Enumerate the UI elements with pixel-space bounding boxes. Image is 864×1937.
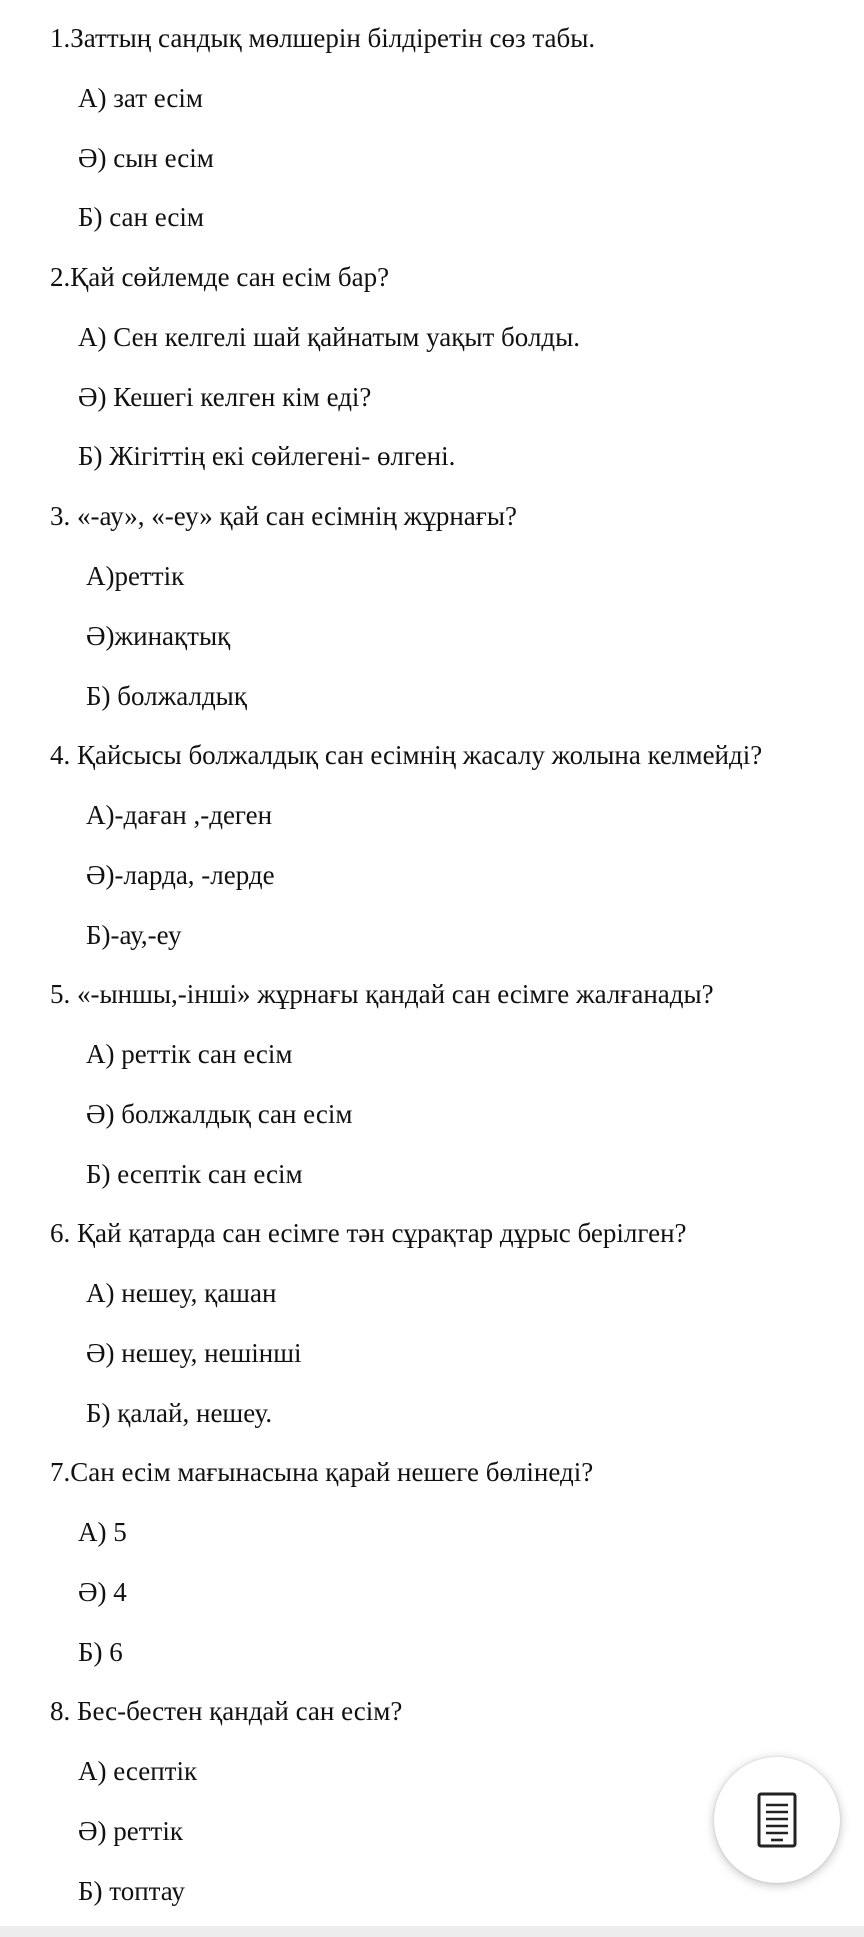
question-8-text: 8. Бес-бестен қандай сан есім? [50,1696,403,1726]
question-2-text: 2.Қай сөйлемде сан есім бар? [50,262,390,292]
question-3-text: 3. «-ау», «-еу» қай сан есімнің жұрнағы? [50,501,517,531]
question-2-option-b: Б) Жігіттің екі сөйлегені- өлгені. [78,441,456,471]
question-5-option-b: Б) есептік сан есім [86,1159,303,1189]
question-6-text: 6. Қай қатарда сан есімге тән сұрақтар дұрыс берілген? [50,1218,687,1248]
question-2-option-a: А) Сен келгелі шай қайнатым уақыт болды. [78,322,581,352]
question-6-option-ae: Ә) нешеу, нешінші [86,1338,302,1368]
question-5-text: 5. «-ыншы,-інші» жұрнағы қандай сан есімге жалғанады? [50,979,714,1009]
question-8-option-b: Б) топтау [78,1876,185,1906]
question-5-option-a: А) реттік сан есім [86,1039,293,1069]
question-7-option-a: А) 5 [78,1517,127,1547]
question-4-option-a: А)-даған ,-деген [86,800,273,830]
bottom-bar [0,1926,864,1937]
question-1-option-a: А) зат есім [78,83,203,113]
question-7-option-b: Б) 6 [78,1637,123,1667]
question-1-option-b: Б) сан есім [78,202,204,232]
question-2-option-ae: Ә) Кешегі келген кім еді? [78,382,372,412]
question-3-option-a: А)реттік [86,561,185,591]
reader-mode-button[interactable] [714,1757,840,1883]
question-4-option-b: Б)-ау,-еу [86,920,182,950]
question-7-option-ae: Ә) 4 [78,1577,127,1607]
question-8-option-a: А) есептік [78,1756,198,1786]
question-3-option-ae: Ә)жинақтық [86,621,231,651]
question-7-text: 7.Сан есім мағынасына қарай нешеге бөлінеді? [50,1457,594,1487]
question-6-option-a: А) нешеу, қашан [86,1278,277,1308]
question-4-text: 4. Қайсысы болжалдық сан есімнің жасалу жолына келмейді? [50,740,763,770]
question-4-option-ae: Ә)-ларда, -лерде [86,860,275,890]
reader-mode-icon [757,1792,797,1848]
question-5-option-ae: Ә) болжалдық сан есім [86,1099,353,1129]
question-1-option-ae: Ә) сын есім [78,143,214,173]
question-6-option-b: Б) қалай, нешеу. [86,1398,273,1428]
question-1-text: 1.Заттың сандық мөлшерін білдіретін сөз табы. [50,23,596,53]
question-3-option-b: Б) болжалдық [86,681,247,711]
question-8-option-ae: Ә) реттік [78,1816,183,1846]
